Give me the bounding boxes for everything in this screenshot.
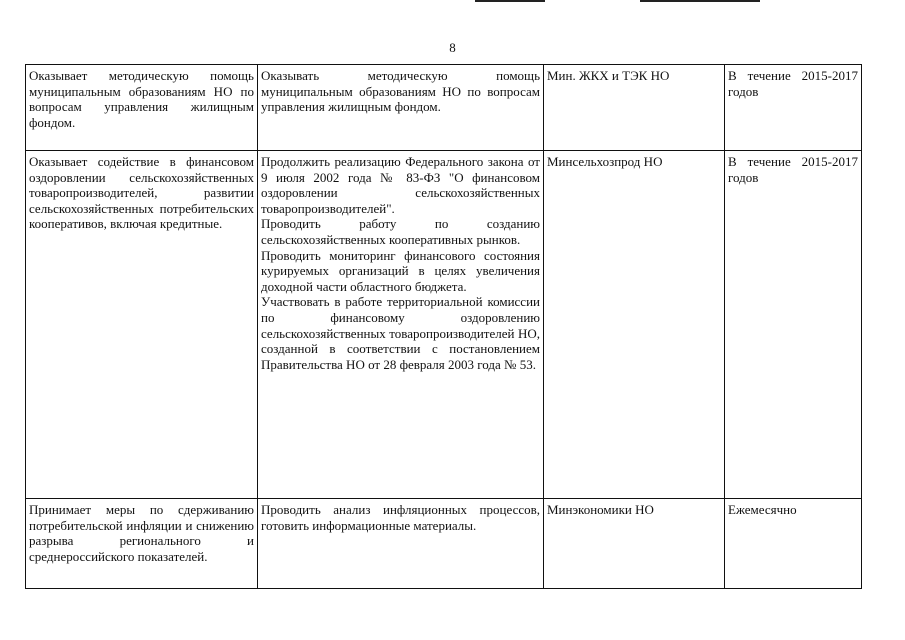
actions-cell: [258, 499, 544, 589]
function-cell: Оказывает методическую помощь муниципальным образованиям НО по вопросам управления жилищным фондом.: [26, 65, 258, 151]
top-edge-line: [475, 0, 545, 2]
table-row: [26, 65, 862, 151]
table-row: [26, 499, 862, 589]
measures-table: [25, 64, 862, 589]
action-paragraph: Проводить анализ инфляционных процессов, готовить информационные материалы.: [261, 502, 540, 533]
table-row: [26, 151, 862, 499]
action-paragraph: Оказывать методическую помощь муниципальным образованиям НО по вопросам управления жилищным фондом.: [261, 68, 540, 115]
function-cell: Оказывает содействие в финансовом оздоровлении сельскохозяйственных товаропроизводителей, развитии сельскохозяйственных потребительских кооперативов, включая кредитные.: [26, 151, 258, 499]
responsible-cell: Мин. ЖКХ и ТЭК НО: [544, 65, 725, 151]
action-paragraph: Продолжить реализацию Федерального закона от 9 июля 2002 года № 83-ФЗ "О финансовом оздоровлении сельскохозяйственных товаропроизводителей".: [261, 154, 540, 216]
responsible-cell: Минсельхозпрод НО: [544, 151, 725, 499]
top-edge-line: [640, 0, 760, 2]
actions-cell: [258, 151, 544, 499]
deadline-cell: Ежемесячно: [725, 499, 862, 589]
responsible-cell: Минэкономики НО: [544, 499, 725, 589]
page-number: 8: [449, 40, 456, 55]
actions-cell: [258, 65, 544, 151]
action-paragraph: Участвовать в работе территориальной комиссии по финансовому оздоровлению сельскохозяйственных товаропроизводителей НО, созданной в соответствии с постановлением Правительства НО от 28 февраля 2003 года № 53.: [261, 294, 540, 372]
action-paragraph: Проводить мониторинг финансового состояния курируемых организаций в целях увеличения доходной части областного бюджета.: [261, 247, 540, 294]
deadline-cell: В течение 2015-2017 годов: [725, 65, 862, 151]
deadline-cell: В течение 2015-2017 годов: [725, 151, 862, 499]
function-cell: Принимает меры по сдерживанию потребительской инфляции и снижению разрыва регионального и среднероссийского показателей.: [26, 499, 258, 589]
action-paragraph: Проводить работу по созданию сельскохозяйственных кооперативных рынков.: [261, 216, 540, 247]
